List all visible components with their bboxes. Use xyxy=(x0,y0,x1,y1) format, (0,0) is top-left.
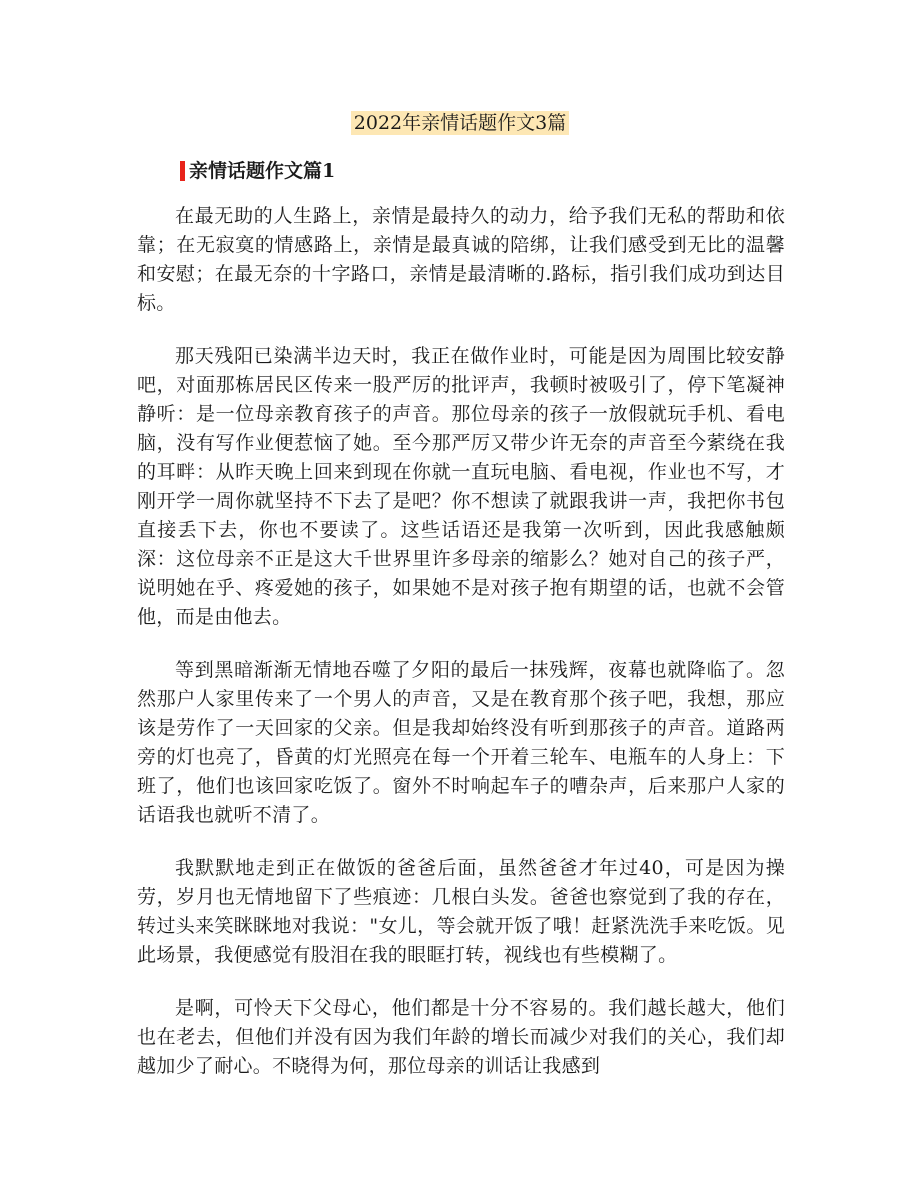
document-title xyxy=(0,110,920,136)
paragraph-4: 我默默地走到正在做饭的爸爸后面，虽然爸爸才年过40，可是因为操劳，岁月也无情地留下了些痕迹：几根白头发。爸爸也察觉到了我的存在，转过头来笑眯眯地对我说："女儿，等会就开饭了哦！赶紧洗洗手来吃饭。见此场景，我便感觉有股泪在我的眼眶打转，视线也有些模糊了。 xyxy=(137,857,785,966)
document-title-text: 2022年亲情话题作文3篇 xyxy=(351,111,569,135)
section-marker-bar xyxy=(180,161,185,181)
section-heading-text: 亲情话题作文篇1 xyxy=(189,160,336,182)
section-heading xyxy=(180,158,335,184)
paragraph-1: 在最无助的人生路上，亲情是最持久的动力，给予我们无私的帮助和依靠；在无寂寞的情感路上，亲情是最真诚的陪绑，让我们感受到无比的温馨和安慰；在最无奈的十字路口，亲情是最清晰的.路标，指引我们成功到达目标。 xyxy=(137,205,785,314)
paragraph-5: 是啊，可怜天下父母心，他们都是十分不容易的。我们越长越大，他们也在老去，但他们并没有因为我们年龄的增长而减少对我们的关心，我们却越加少了耐心。不晓得为何，那位母亲的训话让我感到 xyxy=(137,997,785,1077)
paragraph-2: 那天残阳已染满半边天时，我正在做作业时，可能是因为周围比较安静吧，对面那栋居民区传来一股严厉的批评声，我顿时被吸引了，停下笔凝神静听：是一位母亲教育孩子的声音。那位母亲的孩子一放假就玩手机、看电脑，没有写作业便惹恼了她。至今那严厉又带少许无奈的声音至今萦绕在我的耳畔：从昨天晚上回来到现在你就一直玩电脑、看电视，作业也不写，才刚开学一周你就坚持不下去了是吧？你不想读了就跟我讲一声，我把你书包直接丢下去，你也不要读了。这些话语还是我第一次听到，因此我感触颇深：这位母亲不正是这大千世界里许多母亲的缩影么？她对自己的孩子严，说明她在乎、疼爱她的孩子，如果她不是对孩子抱有期望的话，也就不会管他，而是由他去。 xyxy=(137,345,785,628)
document-body xyxy=(137,202,785,1105)
paragraph-3: 等到黑暗渐渐无情地吞噬了夕阳的最后一抹残辉，夜幕也就降临了。忽然那户人家里传来了一个男人的声音，又是在教育那个孩子吧，我想，那应该是劳作了一天回家的父亲。但是我却始终没有听到那孩子的声音。道路两旁的灯也亮了，昏黄的灯光照亮在每一个开着三轮车、电瓶车的人身上：下班了，他们也该回家吃饭了。窗外不时响起车子的嘈杂声，后来那户人家的话语我也就听不清了。 xyxy=(137,659,785,826)
